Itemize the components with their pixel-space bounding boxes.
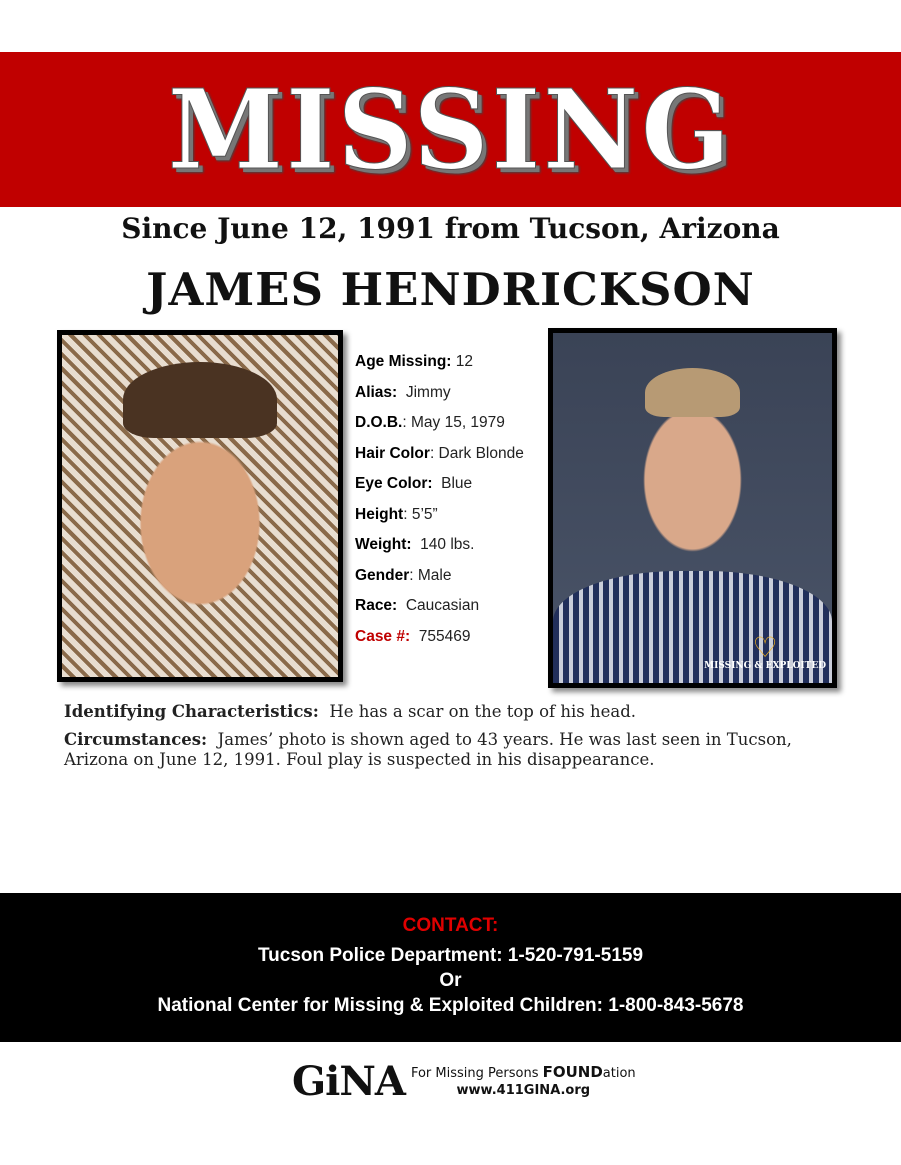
fact-label: Weight: xyxy=(355,536,412,553)
age-progressed-photo xyxy=(548,328,837,688)
fact-alias xyxy=(355,384,524,415)
fact-eye-color xyxy=(355,475,524,506)
fact-value: Jimmy xyxy=(405,383,451,401)
fact-label: Race: xyxy=(355,597,398,614)
description xyxy=(64,702,854,778)
fact-label: Case #: xyxy=(355,627,411,645)
contact-heading: CONTACT: xyxy=(402,915,499,936)
contact-police: Tucson Police Department: 1-520-791-5159 xyxy=(257,945,644,966)
ncmec-watermark-logo xyxy=(704,631,826,671)
fact-value: : Dark Blonde xyxy=(429,444,524,462)
fact-weight xyxy=(355,536,524,567)
fact-dob xyxy=(355,414,524,445)
identifying-label: Identifying Characteristics: xyxy=(64,702,319,721)
fact-age-missing xyxy=(355,353,524,384)
gina-tagline xyxy=(411,1064,636,1099)
contact-ncmec: National Center for Missing & Exploited Children: 1-800-843-5678 xyxy=(157,995,744,1016)
banner-title: MISSING xyxy=(167,64,734,195)
identifying-characteristics xyxy=(64,702,854,722)
facts-list xyxy=(355,353,524,658)
contact-or: Or xyxy=(439,970,462,991)
circumstances-text: James’ photo is shown aged to 43 years. He was last seen in Tucson, Arizona on June 12, 1991. Foul play is suspected in his disappearance. xyxy=(64,730,792,769)
fact-race xyxy=(355,597,524,628)
identifying-text: He has a scar on the top of his head. xyxy=(329,702,637,721)
gina-url[interactable]: www.411GINA.org xyxy=(456,1083,591,1098)
fact-label: Height xyxy=(355,505,404,523)
fact-value: Caucasian xyxy=(405,597,480,614)
fact-value: : Male xyxy=(409,566,452,584)
childhood-photo xyxy=(57,330,343,682)
fact-case-number xyxy=(355,628,524,659)
fact-label: Hair Color xyxy=(355,444,430,462)
gina-logo xyxy=(292,1058,636,1105)
missing-since: Since June 12, 1991 from Tucson, Arizona xyxy=(121,212,780,245)
fact-value: : 5’5” xyxy=(403,505,438,523)
fact-label: Eye Color: xyxy=(355,475,433,492)
person-name: JAMES HENDRICKSON xyxy=(146,263,755,316)
circumstances xyxy=(64,730,854,770)
fact-value: 140 lbs. xyxy=(420,536,475,553)
fact-height xyxy=(355,506,524,537)
watermark-text: MISSING & EXPLOITED xyxy=(704,661,826,671)
fact-label: Alias: xyxy=(355,383,398,401)
tagline-bold: FOUND xyxy=(542,1063,603,1081)
gina-logo-mark: GiNA xyxy=(292,1058,405,1105)
fact-value: 755469 xyxy=(418,627,471,645)
tagline-pre: For Missing Persons xyxy=(410,1066,543,1081)
circumstances-label: Circumstances: xyxy=(64,730,208,749)
fact-gender xyxy=(355,567,524,598)
fact-label: D.O.B. xyxy=(355,414,403,431)
fact-label: Age Missing: xyxy=(355,353,452,370)
tagline-post: ation xyxy=(602,1066,636,1081)
fact-value: : May 15, 1979 xyxy=(402,414,505,431)
missing-banner xyxy=(0,52,901,207)
fact-hair-color xyxy=(355,445,524,476)
contact-footer xyxy=(0,893,901,1042)
fact-value: 12 xyxy=(455,353,474,370)
fact-label: Gender xyxy=(355,566,410,584)
fact-value: Blue xyxy=(441,475,473,492)
heart-icon: ♡ xyxy=(752,631,778,664)
